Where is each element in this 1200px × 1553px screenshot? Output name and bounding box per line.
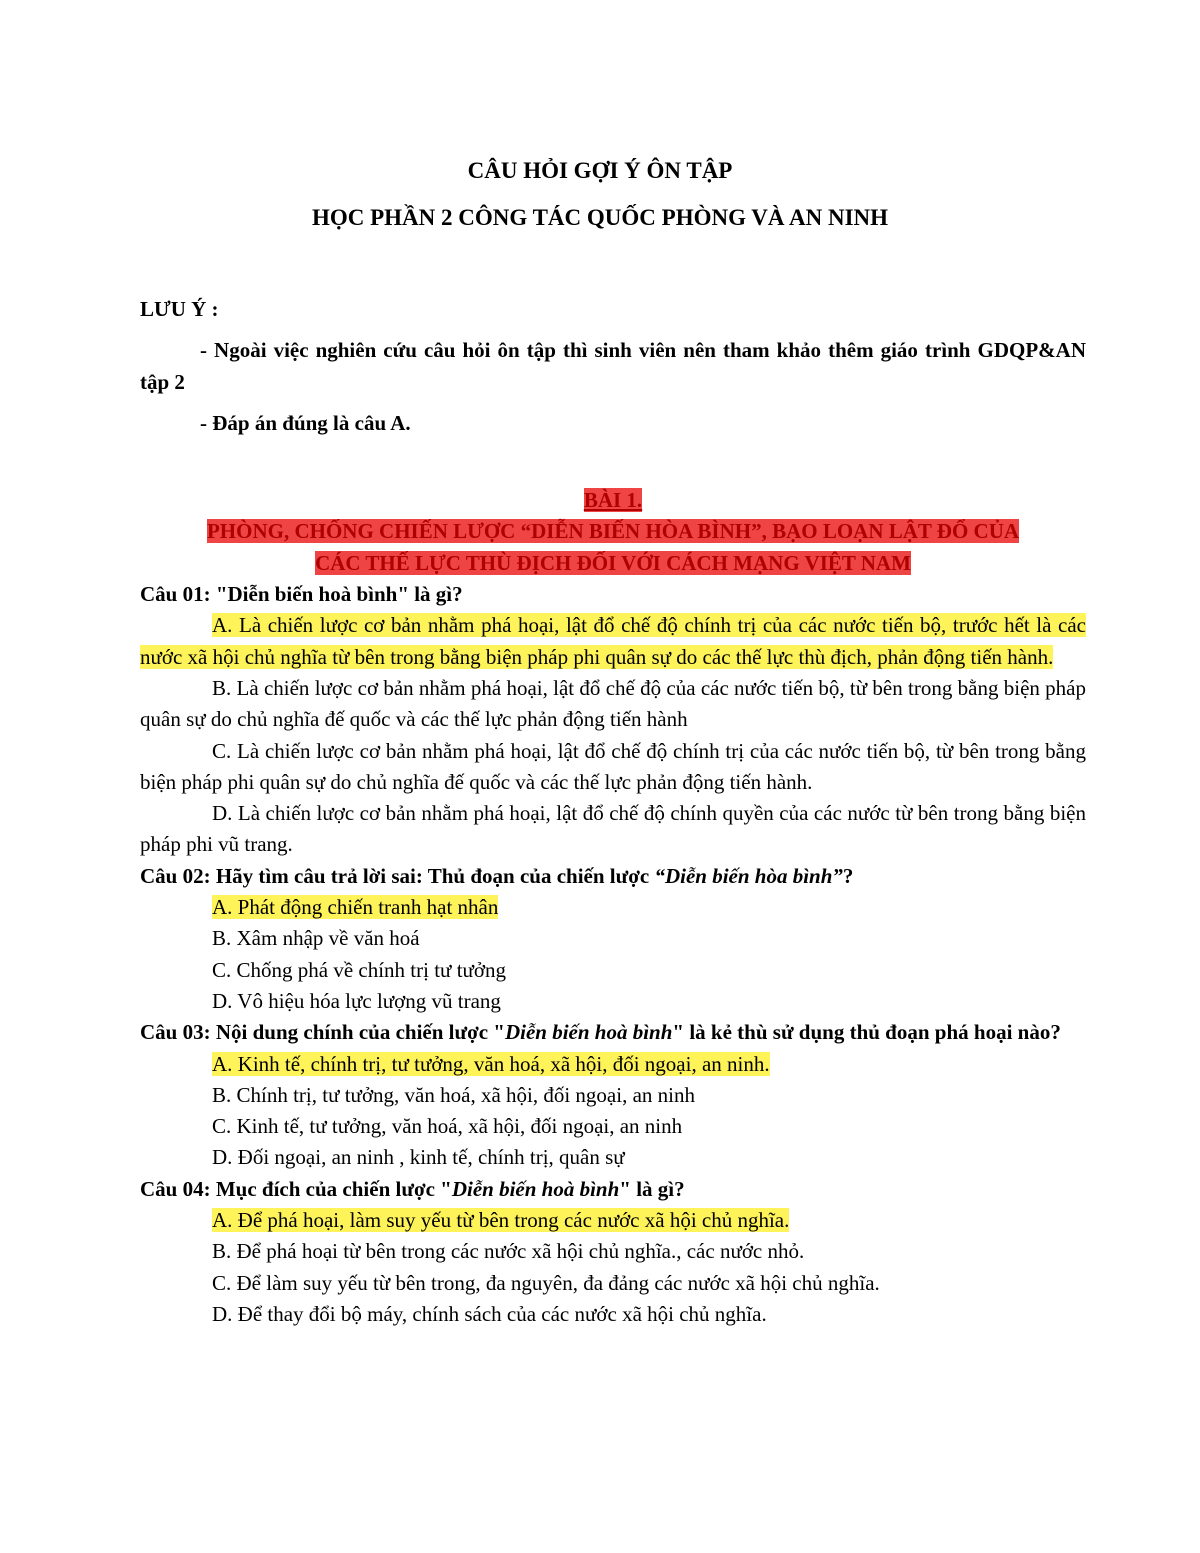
- correct-answer: A. Để phá hoại, làm suy yếu từ bên trong các nước xã hội chủ nghĩa.: [212, 1208, 790, 1233]
- option-d: D. Đối ngoại, an ninh , kinh tế, chính trị, quân sự: [212, 1145, 625, 1170]
- option-b: B. Xâm nhập về văn hoá: [212, 926, 420, 951]
- question: [140, 1017, 1086, 1173]
- option-a: [140, 892, 1086, 923]
- correct-answer: A. Phát động chiến tranh hạt nhân: [212, 895, 499, 920]
- option-c: C. Chống phá về chính trị tư tưởng: [212, 957, 507, 982]
- note-heading: LƯU Ý :: [140, 297, 219, 321]
- lesson-title-line2: CÁC THẾ LỰC THÙ ĐỊCH ĐỐI VỚI CÁCH MẠNG VIỆT NAM: [315, 550, 911, 575]
- question: [140, 1174, 1086, 1330]
- question-text: Câu 04: Mục đích của chiến lược "Diễn biến hoà bình" là gì?: [140, 1176, 685, 1201]
- option-b: B. Là chiến lược cơ bản nhằm phá hoại, lật đổ chế độ của các nước tiến bộ, từ bên trong bằng biện pháp quân sự do chủ nghĩa đế quốc và các thế lực phản động tiến hành: [140, 675, 1086, 732]
- correct-answer: A. Là chiến lược cơ bản nhằm phá hoại, lật đổ chế độ chính trị của các nước tiến bộ, trước hết là các nước xã hội chủ nghĩa từ bên trong bằng biện pháp phi quân sự do các thế lực thù địch, phản động tiến hành.: [140, 613, 1086, 669]
- question-label: Câu 04:: [140, 1176, 211, 1201]
- question-label: Câu 01:: [140, 582, 211, 607]
- question: [140, 861, 1086, 1017]
- question-text: Câu 02: Hãy tìm câu trả lời sai: Thủ đoạn của chiến lược “Diễn biến hòa bình”?: [140, 863, 854, 888]
- option-c: C. Kinh tế, tư tưởng, văn hoá, xã hội, đối ngoại, an ninh: [212, 1114, 683, 1139]
- document-subtitle: HỌC PHẦN 2 CÔNG TÁC QUỐC PHÒNG VÀ AN NINH: [311, 205, 889, 230]
- correct-answer: A. Kinh tế, chính trị, tư tưởng, văn hoá, xã hội, đối ngoại, an ninh.: [212, 1051, 770, 1076]
- lesson-title: [140, 516, 1086, 547]
- lesson-title-2: [140, 548, 1086, 579]
- option-c: C. Là chiến lược cơ bản nhằm phá hoại, lật đổ chế độ chính trị của các nước tiến bộ, từ bên trong bằng biện pháp phi quân sự do chủ nghĩa đế quốc và các thế lực phản động tiến hành.: [140, 738, 1086, 794]
- lesson-number: [140, 485, 1086, 516]
- document-title: CÂU HỎI GỢI Ý ÔN TẬP: [467, 158, 733, 183]
- lesson-title-line1: PHÒNG, CHỐNG CHIẾN LƯỢC “DIỄN BIẾN HÒA BÌNH”, BẠO LOẠN LẬT ĐỔ CỦA: [206, 519, 1020, 544]
- option-a: [140, 1205, 1086, 1236]
- question-text: Câu 03: Nội dung chính của chiến lược "Diễn biến hoà bình" là kẻ thù sử dụng thủ đoạn phá hoại nào?: [140, 1020, 1061, 1045]
- option-a: [140, 610, 1086, 673]
- option-b: B. Để phá hoại từ bên trong các nước xã hội chủ nghĩa., các nước nhỏ.: [212, 1239, 805, 1264]
- option-d: D. Là chiến lược cơ bản nhằm phá hoại, lật đổ chế độ chính quyền của các nước từ bên trong bằng biện pháp phi vũ trang.: [140, 801, 1086, 857]
- option-b: B. Chính trị, tư tưởng, văn hoá, xã hội, đối ngoại, an ninh: [212, 1082, 695, 1107]
- note-item-reference: - Ngoài việc nghiên cứu câu hỏi ôn tập thì sinh viên nên tham khảo thêm giáo trình GDQP&AN tập 2: [140, 338, 1086, 394]
- option-d: D. Vô hiệu hóa lực lượng vũ trang: [212, 988, 501, 1013]
- note-item-answer: - Đáp án đúng là câu A.: [200, 410, 411, 435]
- question-label: Câu 02:: [140, 863, 211, 888]
- question-text: Câu 01: "Diễn biến hoà bình" là gì?: [140, 582, 463, 607]
- question-label: Câu 03:: [140, 1020, 211, 1045]
- option-c: C. Để làm suy yếu từ bên trong, đa nguyên, đa đảng các nước xã hội chủ nghĩa.: [212, 1270, 880, 1295]
- document-body: [140, 294, 1086, 1330]
- option-a: [140, 1049, 1086, 1080]
- question: [140, 579, 1086, 861]
- option-d: D. Để thay đổi bộ máy, chính sách của các nước xã hội chủ nghĩa.: [212, 1301, 767, 1326]
- lesson-number-text: BÀI 1.: [583, 488, 643, 513]
